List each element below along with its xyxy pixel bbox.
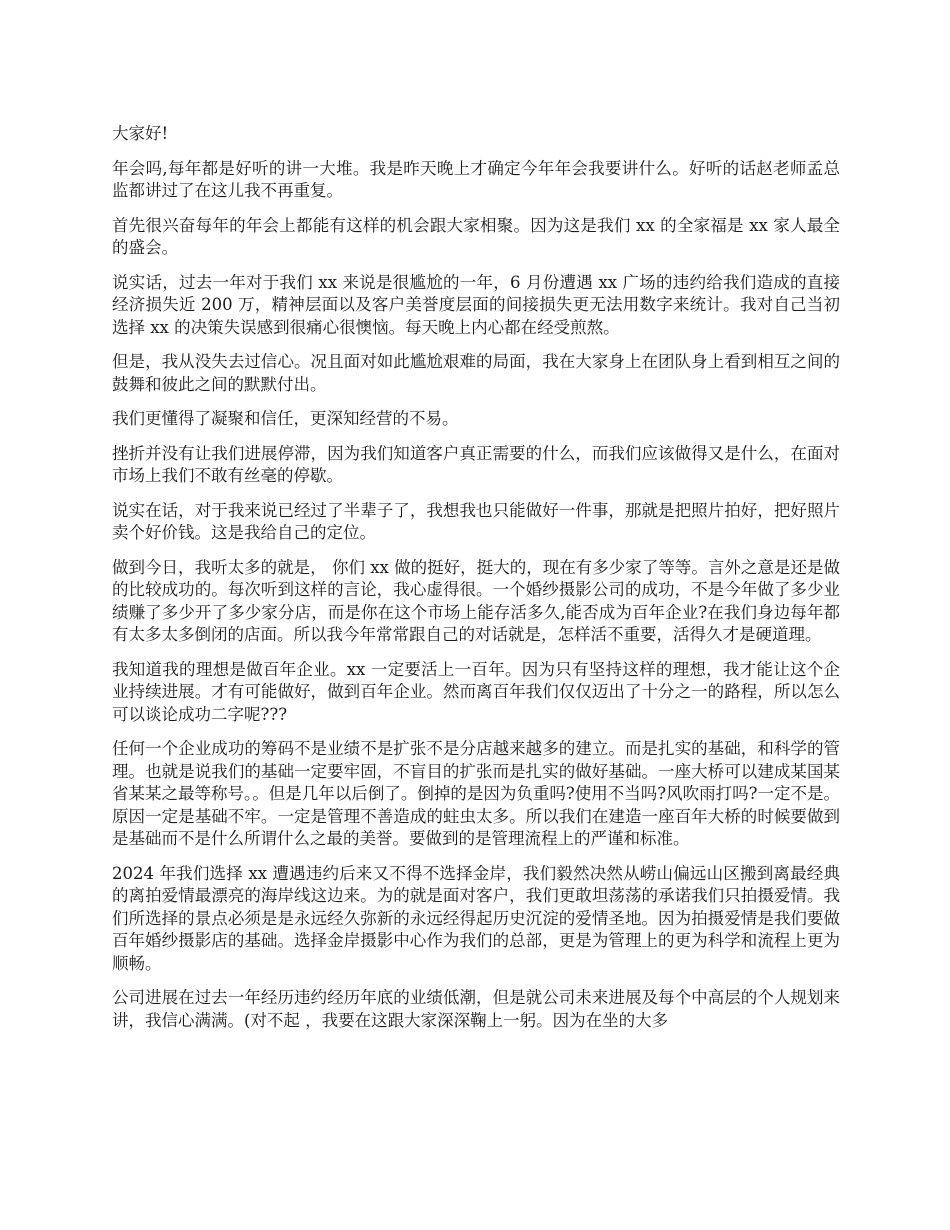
body-paragraph: 说实在话，对于我来说已经过了半辈子了，我想我也只能做好一件事，那就是把照片拍好，把好照片卖个好价钱。这是我给自己的定位。: [112, 500, 840, 542]
body-paragraph: 但是，我从没失去过信心。况且面对如此尴尬艰难的局面，我在大家身上在团队身上看到相互之间的鼓舞和彼此之间的默默付出。: [112, 352, 840, 394]
body-paragraph: 公司进展在过去一年经历违约经历年底的业绩低潮，但是就公司未来进展及每个中高层的个人规划来讲，我信心满满。(对不起 ，我要在这跟大家深深鞠上一躬。因为在坐的大多: [112, 988, 840, 1030]
greeting-paragraph: 大家好!: [112, 124, 169, 143]
body-paragraph: 做到今日，我听太多的就是， 你们 xx 做的挺好，挺大的，现在有多少家了等等。言外之意是还是做的比较成功的。每次听到这样的言论，我心虚得很。一个婚纱摄影公司的成功，不是今年做了多少业绩赚了多少开了多少家分店，而是你在这个市场上能存活多久,能否成为百年企业?在我们身边每年都有太多太多倒闭的店面。所以我今年常常跟自己的对话就是，怎样活不重要，活得久才是硬道理。: [112, 557, 840, 644]
body-paragraph: 首先很兴奋每年的年会上都能有这样的机会跟大家相聚。因为这是我们 xx 的全家福是 xx 家人最全的盛会。: [112, 215, 840, 257]
body-paragraph: 我知道我的理想是做百年企业。xx 一定要活上一百年。因为只有坚持这样的理想，我才能让这个企业持续进展。才有可能做好，做到百年企业。然而离百年我们仅仅迈出了十分之一的路程，所以怎么可以谈论成功二字呢???: [112, 659, 840, 724]
body-paragraph: 年会吗,每年都是好听的讲一大堆。我是昨天晚上才确定今年年会我要讲什么。好听的话赵老师孟总监都讲过了在这儿我不再重复。: [112, 158, 840, 200]
body-paragraph: 挫折并没有让我们进展停滞，因为我们知道客户真正需要的什么，而我们应该做得又是什么，在面对市场上我们不敢有丝毫的停歇。: [112, 443, 840, 485]
document-body: [112, 123, 840, 1044]
body-paragraph: 我们更懂得了凝聚和信任，更深知经营的不易。: [112, 409, 459, 428]
body-paragraph: 任何一个企业成功的筹码不是业绩不是扩张不是分店越来越多的建立。而是扎实的基础，和科学的管理。也就是说我们的基础一定要牢固，不盲目的扩张而是扎实的做好基础。一座大桥可以建成某国某省某某之最等称号。。但是几年以后倒了。倒掉的是因为负重吗?使用不当吗?风吹雨打吗?一定不是。原因一定是基础不牢。一定是管理不善造成的蛀虫太多。所以我们在建造一座百年大桥的时候要做到是基础而不是什么所谓什么之最的美誉。要做到的是管理流程上的严谨和标准。: [112, 739, 840, 848]
body-paragraph: 说实话，过去一年对于我们 xx 来说是很尴尬的一年，6 月份遭遇 xx 广场的违约给我们造成的直接经济损失近 200 万，精神层面以及客户美誉度层面的间接损失更无法用数字来统计。我对自己当初选择 xx 的决策失误感到很痛心很懊恼。每天晚上内心都在经受煎熬。: [112, 272, 840, 337]
body-paragraph: 2024 年我们选择 xx 遭遇违约后来又不得不选择金岸，我们毅然决然从崂山偏远山区搬到离最经典的离拍爱情最漂亮的海岸线这边来。为的就是面对客户，我们更敢坦荡荡的承诺我们只拍摄爱情。我们所选择的景点必须是是永远经久弥新的永远经得起历史沉淀的爱情圣地。因为拍摄爱情是我们要做百年婚纱摄影店的基础。选择金岸摄影中心作为我们的总部，更是为管理上的更为科学和流程上更为顺畅。: [112, 863, 840, 973]
